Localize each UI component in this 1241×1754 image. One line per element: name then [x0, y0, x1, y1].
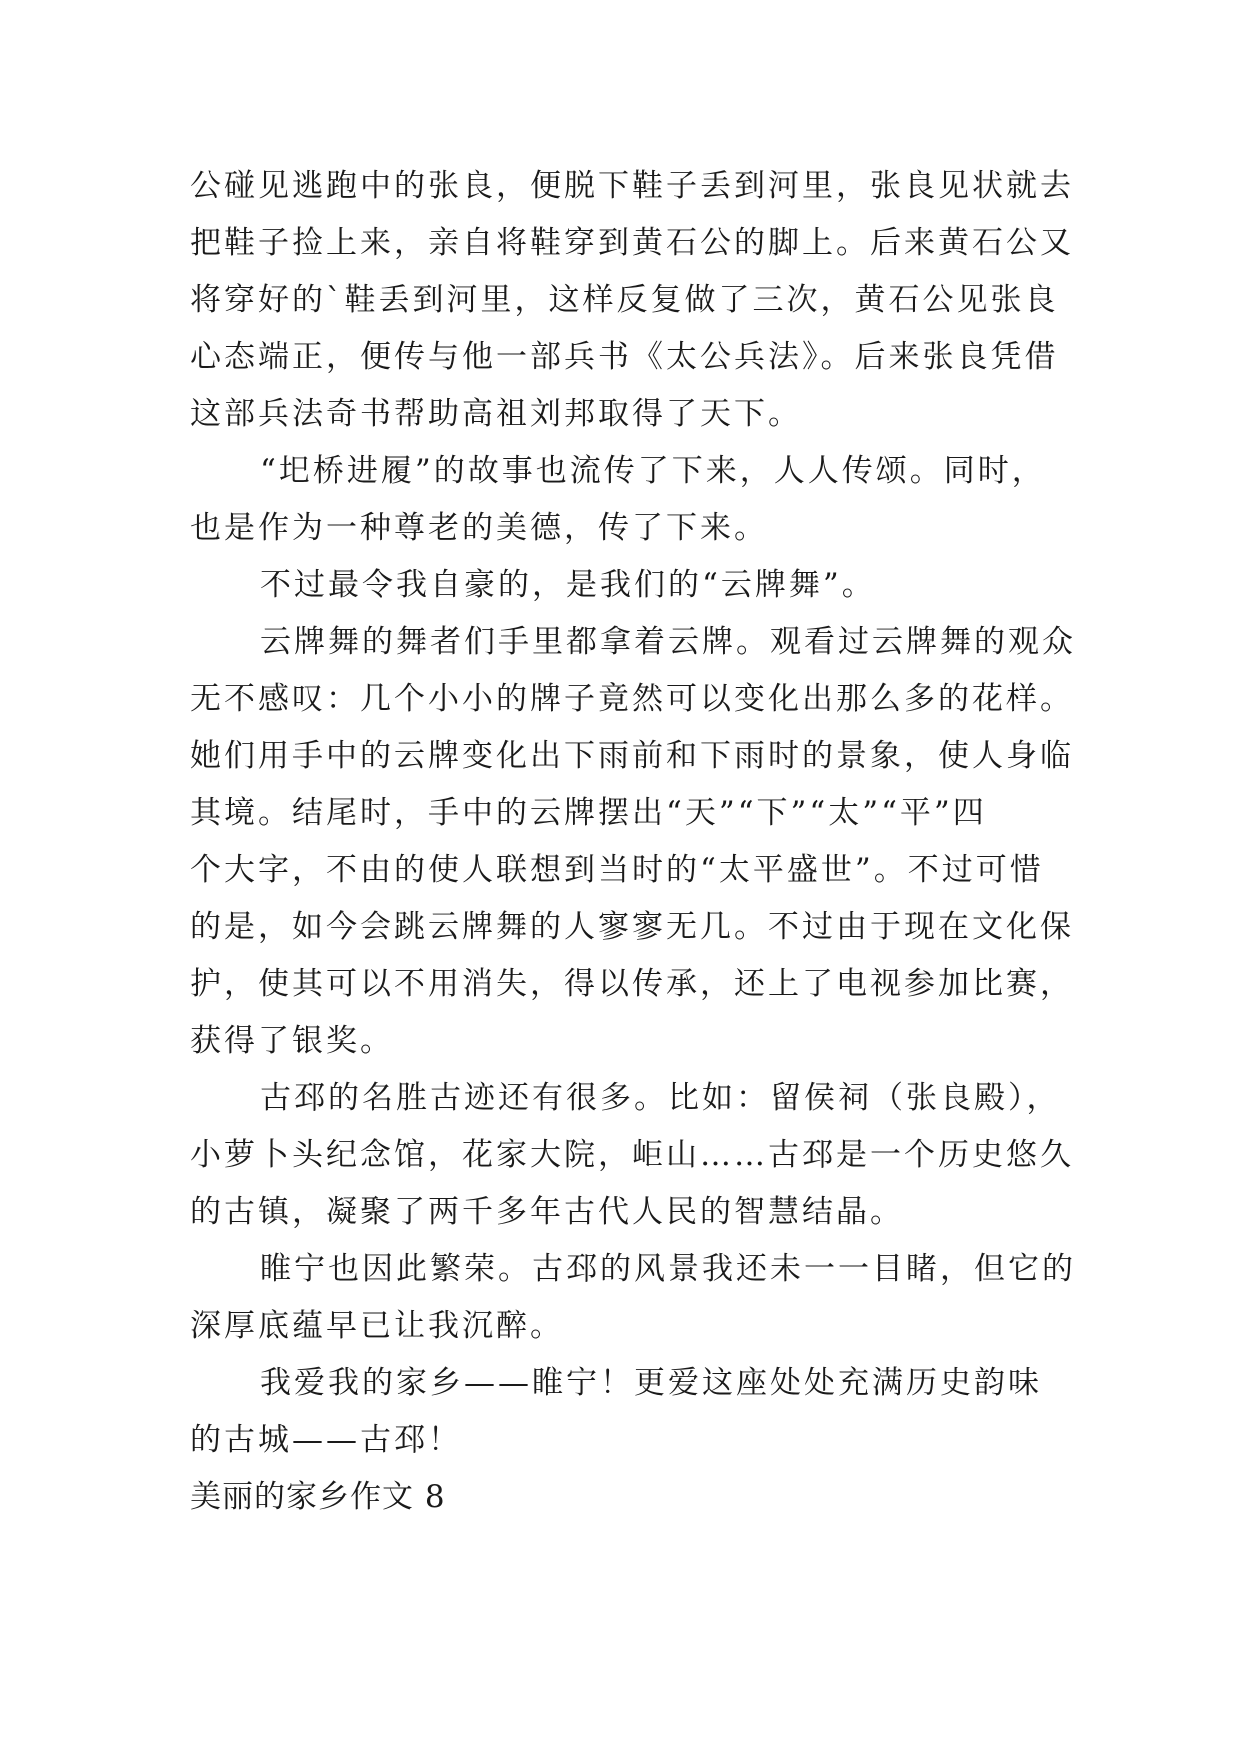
text-line: 无不感叹：几个小小的牌子竟然可以变化出那么多的花样。	[190, 681, 1074, 717]
text-line: 小萝卜头纪念馆，花家大院，岠山……古邳是一个历史悠久	[190, 1137, 1074, 1173]
text-line: 的古城——古邳！	[190, 1422, 462, 1458]
paragraph-first-line: 不过最令我自豪的，是我们的“云牌舞”。	[260, 567, 876, 603]
text-line: 将穿好的`鞋丢到河里，这样反复做了三次，黄石公见张良	[190, 282, 1059, 318]
text-line: 这部兵法奇书帮助高祖刘邦取得了天下。	[190, 396, 802, 432]
text-line: 获得了银奖。	[190, 1023, 394, 1059]
paragraph-first-line: 云牌舞的舞者们手里都拿着云牌。观看过云牌舞的观众	[260, 624, 1076, 660]
paragraph-first-line: 古邳的名胜古迹还有很多。比如：留侯祠（张良殿），	[260, 1080, 1061, 1116]
text-line: 个大字，不由的使人联想到当时的“太平盛世”。不过可惜	[190, 852, 1044, 888]
paragraph-first-line: 睢宁也因此繁荣。古邳的风景我还未一一目睹，但它的	[260, 1251, 1076, 1287]
paragraph-first-line: “圯桥进履”的故事也流传了下来，人人传颂。同时，	[260, 453, 1046, 489]
text-line: 她们用手中的云牌变化出下雨前和下雨时的景象，使人身临	[190, 738, 1074, 774]
text-line: 心态端正，便传与他一部兵书《太公兵法》。后来张良凭借	[190, 339, 1059, 375]
text-line: 护，使其可以不用消失，得以传承，还上了电视参加比赛，	[190, 966, 1074, 1002]
text-line: 也是作为一种尊老的美德，传了下来。	[190, 510, 768, 546]
text-line: 的是，如今会跳云牌舞的人寥寥无几。不过由于现在文化保	[190, 909, 1074, 945]
text-line: 把鞋子捡上来，亲自将鞋穿到黄石公的脚上。后来黄石公又	[190, 225, 1074, 261]
section-heading: 美丽的家乡作文 8	[190, 1479, 446, 1515]
paragraph-first-line: 我爱我的家乡——睢宁！更爱这座处处充满历史韵味	[260, 1365, 1042, 1401]
text-line: 其境。结尾时，手中的云牌摆出“天”“下”“太”“平”四	[190, 795, 987, 831]
text-line: 公碰见逃跑中的张良，便脱下鞋子丢到河里，张良见状就去	[190, 168, 1074, 204]
text-line: 的古镇，凝聚了两千多年古代人民的智慧结晶。	[190, 1194, 904, 1230]
text-line: 深厚底蕴早已让我沉醉。	[190, 1308, 564, 1344]
document-body	[190, 158, 1076, 1526]
